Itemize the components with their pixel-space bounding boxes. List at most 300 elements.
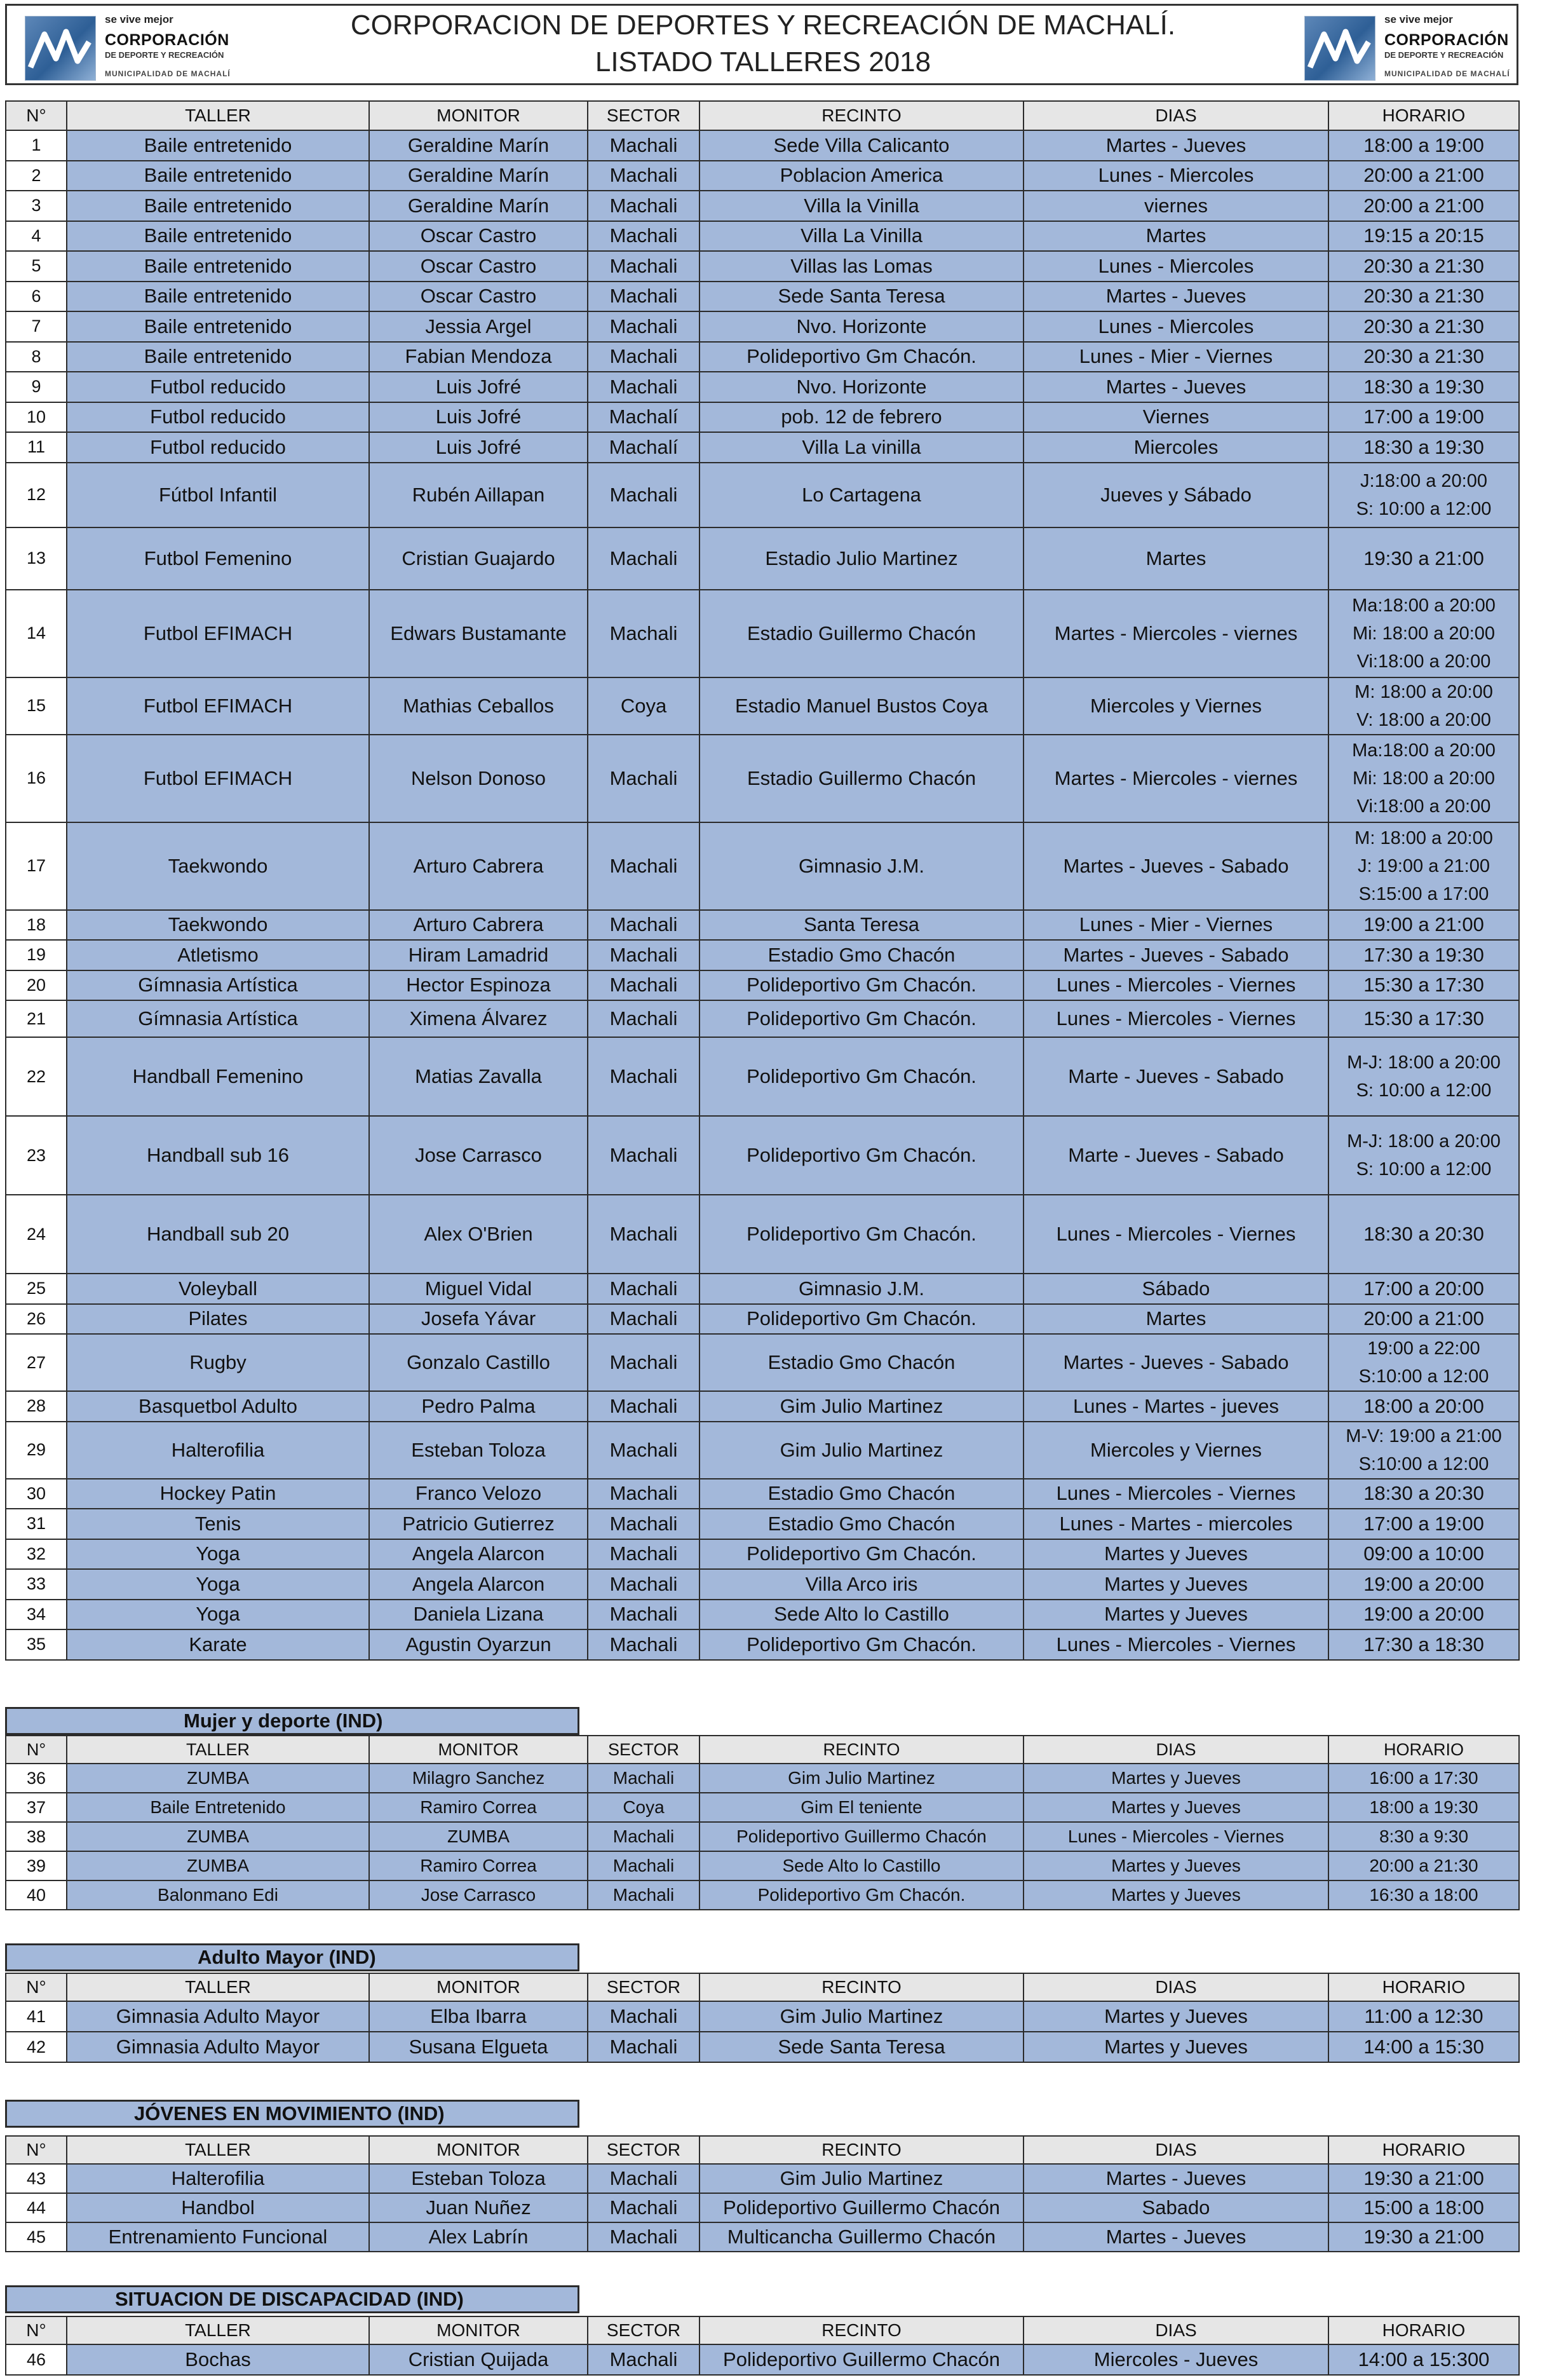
taller-cell: Gímnasia Artística	[67, 1000, 369, 1037]
monitor-cell: Cristian Guajardo	[369, 527, 588, 590]
horario-cell: 14:00 a 15:300	[1328, 2344, 1519, 2375]
column-header-sector: SECTOR	[588, 1973, 699, 2001]
recinto-cell: Villa La Vinilla	[699, 221, 1024, 252]
horario-line: 19:00 a 22:00	[1367, 1338, 1480, 1359]
monitor-cell: Pedro Palma	[369, 1391, 588, 1422]
row-number: 44	[6, 2193, 67, 2222]
dias-cell: Martes y Jueves	[1024, 1569, 1328, 1600]
monitor-cell: Edwars Bustamante	[369, 590, 588, 677]
table-row	[6, 1304, 1519, 1335]
horario-cell: 15:30 a 17:30	[1328, 970, 1519, 1001]
section-title-text: SITUACION DE DISCAPACIDAD (IND)	[115, 2288, 464, 2310]
monitor-cell: Arturo Cabrera	[369, 822, 588, 910]
dias-cell: Viernes	[1024, 402, 1328, 433]
horario-cell	[1328, 1116, 1519, 1195]
table-row	[6, 251, 1519, 282]
monitor-cell: Matias Zavalla	[369, 1037, 588, 1116]
horario-cell: 19:15 a 20:15	[1328, 221, 1519, 252]
column-header-dias: DIAS	[1024, 1736, 1328, 1764]
column-header-horario: HORARIO	[1328, 2136, 1519, 2164]
section-title-text: Adulto Mayor (IND)	[198, 1946, 376, 1968]
taller-cell: Entrenamiento Funcional	[67, 2222, 369, 2252]
section-title	[5, 2285, 579, 2313]
taller-cell: Futbol Femenino	[67, 527, 369, 590]
table-row	[6, 735, 1519, 822]
taller-cell: Halterofilia	[67, 2164, 369, 2193]
logo-tagline: se vive mejor	[1384, 13, 1453, 25]
taller-cell: Tenis	[67, 1509, 369, 1539]
taller-cell: ZUMBA	[67, 1851, 369, 1880]
recinto-cell: Sede Villa Calicanto	[699, 130, 1024, 161]
horario-line: M-J: 18:00 a 20:00	[1347, 1131, 1501, 1152]
row-number: 27	[6, 1334, 67, 1391]
recinto-cell: Polideportivo Gm Chacón.	[699, 1037, 1024, 1116]
monitor-cell: Agustin Oyarzun	[369, 1629, 588, 1660]
horario-cell: 18:30 a 20:30	[1328, 1479, 1519, 1509]
sector-cell: Machali	[588, 282, 699, 312]
monitor-cell: Alex O'Brien	[369, 1195, 588, 1274]
sector-cell: Machali	[588, 463, 699, 527]
table-row	[6, 677, 1519, 735]
monitor-cell: Mathias Ceballos	[369, 677, 588, 735]
horario-line: Vi:18:00 a 20:00	[1356, 796, 1491, 817]
dias-cell: Martes - Jueves - Sabado	[1024, 1334, 1328, 1391]
dias-cell: Jueves y Sábado	[1024, 463, 1328, 527]
column-header-recinto: RECINTO	[699, 2316, 1024, 2344]
horario-line: S:10:00 a 12:00	[1358, 1453, 1489, 1474]
recinto-cell: Multicancha Guillermo Chacón	[699, 2222, 1024, 2252]
table-row	[6, 372, 1519, 402]
column-header-recinto: RECINTO	[699, 101, 1024, 130]
page-subtitle: LISTADO TALLERES 2018	[595, 46, 931, 78]
monitor-cell: Hector Espinoza	[369, 970, 588, 1001]
horario-cell	[1328, 1422, 1519, 1479]
column-header-horario: HORARIO	[1328, 101, 1519, 130]
table-row	[6, 1880, 1519, 1910]
section-table	[5, 1973, 1520, 2063]
row-number: 20	[6, 970, 67, 1001]
recinto-cell: Estadio Gmo Chacón	[699, 1509, 1024, 1539]
monitor-cell: Geraldine Marín	[369, 161, 588, 191]
recinto-cell: Sede Santa Teresa	[699, 282, 1024, 312]
recinto-cell: Estadio Gmo Chacón	[699, 1479, 1024, 1509]
row-number: 25	[6, 1274, 67, 1304]
recinto-cell: Gim Julio Martinez	[699, 2001, 1024, 2032]
sector-cell: Machali	[588, 822, 699, 910]
taller-cell: Handball sub 16	[67, 1116, 369, 1195]
table-row	[6, 432, 1519, 463]
column-header-taller: TALLER	[67, 1736, 369, 1764]
taller-cell: Gimnasia Adulto Mayor	[67, 2001, 369, 2032]
table-row	[6, 590, 1519, 677]
dias-cell: Martes - Jueves	[1024, 130, 1328, 161]
monitor-cell: Oscar Castro	[369, 251, 588, 282]
horario-cell: 19:30 a 21:00	[1328, 2222, 1519, 2252]
dias-cell: Martes y Jueves	[1024, 2001, 1328, 2032]
row-number: 7	[6, 311, 67, 342]
dias-cell: Lunes - Miercoles - Viernes	[1024, 970, 1328, 1001]
row-number: 8	[6, 342, 67, 372]
recinto-cell: Villa La vinilla	[699, 432, 1024, 463]
monitor-cell: Jessia Argel	[369, 311, 588, 342]
row-number: 12	[6, 463, 67, 527]
dias-cell: Martes	[1024, 527, 1328, 590]
taller-cell: Handball Femenino	[67, 1037, 369, 1116]
row-number: 10	[6, 402, 67, 433]
section-title-text: Mujer y deporte (IND)	[184, 1710, 383, 1732]
recinto-cell: Polideportivo Gm Chacón.	[699, 1304, 1024, 1335]
taller-cell: Baile entretenido	[67, 221, 369, 252]
dias-cell: Lunes - Miercoles	[1024, 311, 1328, 342]
recinto-cell: Villa la Vinilla	[699, 191, 1024, 221]
taller-cell: Yoga	[67, 1600, 369, 1630]
sector-cell: Coya	[588, 677, 699, 735]
monitor-cell: Fabian Mendoza	[369, 342, 588, 372]
table-row	[6, 1539, 1519, 1570]
row-number: 3	[6, 191, 67, 221]
horario-line: Vi:18:00 a 20:00	[1356, 651, 1491, 672]
dias-cell: Martes - Miercoles - viernes	[1024, 590, 1328, 677]
recinto-cell: Santa Teresa	[699, 910, 1024, 941]
column-header-taller: TALLER	[67, 2136, 369, 2164]
sector-cell: Machali	[588, 1334, 699, 1391]
taller-cell: Basquetbol Adulto	[67, 1391, 369, 1422]
sector-cell: Machalí	[588, 402, 699, 433]
table-row	[6, 402, 1519, 433]
horario-line: S:15:00 a 17:00	[1358, 883, 1489, 904]
horario-cell: 19:00 a 21:00	[1328, 910, 1519, 941]
dias-cell: Lunes - Miercoles	[1024, 161, 1328, 191]
recinto-cell: Polideportivo Gm Chacón.	[699, 1116, 1024, 1195]
horario-cell: 17:00 a 20:00	[1328, 1274, 1519, 1304]
table-row	[6, 1629, 1519, 1660]
horario-line: J: 19:00 a 21:00	[1358, 855, 1490, 876]
logo-subname: DE DEPORTE Y RECREACIÓN	[105, 50, 224, 60]
corporation-logo-right	[1295, 8, 1537, 82]
section-title	[5, 2100, 579, 2128]
logo-mark-icon	[1304, 16, 1375, 81]
page-title: CORPORACION DE DEPORTES Y RECREACIÓN DE MACHALÍ.	[350, 10, 1176, 41]
sector-cell: Machali	[588, 527, 699, 590]
taller-cell: Gimnasia Adulto Mayor	[67, 2032, 369, 2062]
row-number: 31	[6, 1509, 67, 1539]
column-header-dias: DIAS	[1024, 2136, 1328, 2164]
row-number: 19	[6, 940, 67, 970]
table-row	[6, 2193, 1519, 2222]
taller-cell: Futbol EFIMACH	[67, 735, 369, 822]
dias-cell: Martes y Jueves	[1024, 1793, 1328, 1822]
table-body	[6, 130, 1519, 1660]
monitor-cell: Ramiro Correa	[369, 1851, 588, 1880]
taller-cell: Futbol reducido	[67, 432, 369, 463]
table-row	[6, 282, 1519, 312]
taller-cell: Futbol reducido	[67, 402, 369, 433]
dias-cell: Lunes - Miercoles - Viernes	[1024, 1195, 1328, 1274]
column-header-recinto: RECINTO	[699, 1736, 1024, 1764]
column-header-horario: HORARIO	[1328, 2316, 1519, 2344]
table-header-row	[6, 101, 1519, 130]
recinto-cell: Gimnasio J.M.	[699, 1274, 1024, 1304]
taller-cell: Baile Entretenido	[67, 1793, 369, 1822]
recinto-cell: pob. 12 de febrero	[699, 402, 1024, 433]
sector-cell: Machali	[588, 590, 699, 677]
document-header	[5, 4, 1518, 85]
horario-cell: 16:00 a 17:30	[1328, 1764, 1519, 1793]
table-row	[6, 463, 1519, 527]
monitor-cell: Daniela Lizana	[369, 1600, 588, 1630]
table-row	[6, 161, 1519, 191]
column-header-monitor: MONITOR	[369, 2136, 588, 2164]
horario-cell: 20:00 a 21:30	[1328, 1851, 1519, 1880]
recinto-cell: Sede Alto lo Castillo	[699, 1600, 1024, 1630]
taller-cell: Baile entretenido	[67, 342, 369, 372]
row-number: 16	[6, 735, 67, 822]
taller-cell: Baile entretenido	[67, 161, 369, 191]
horario-line: S: 10:00 a 12:00	[1356, 1080, 1492, 1101]
row-number: 34	[6, 1600, 67, 1630]
section-title	[5, 1943, 579, 1971]
taller-cell: Karate	[67, 1629, 369, 1660]
column-header-taller: TALLER	[67, 2316, 369, 2344]
table-row	[6, 1000, 1519, 1037]
horario-cell: 18:30 a 19:30	[1328, 372, 1519, 402]
horario-cell: 20:30 a 21:30	[1328, 282, 1519, 312]
dias-cell: Martes - Jueves	[1024, 2164, 1328, 2193]
table-row	[6, 1479, 1519, 1509]
taller-cell: Handbol	[67, 2193, 369, 2222]
monitor-cell: Esteban Toloza	[369, 1422, 588, 1479]
row-number: 2	[6, 161, 67, 191]
column-header-horario: HORARIO	[1328, 1736, 1519, 1764]
row-number: 21	[6, 1000, 67, 1037]
column-header-sector: SECTOR	[588, 1736, 699, 1764]
sector-cell: Machali	[588, 735, 699, 822]
recinto-cell: Villas las Lomas	[699, 251, 1024, 282]
horario-line: Ma:18:00 a 20:00	[1352, 740, 1496, 761]
table-row	[6, 1793, 1519, 1822]
row-number: 38	[6, 1822, 67, 1851]
recinto-cell: Gimnasio J.M.	[699, 822, 1024, 910]
horario-line: M-V: 19:00 a 21:00	[1346, 1425, 1502, 1446]
table-row	[6, 2001, 1519, 2032]
column-header-row-number: N°	[6, 101, 67, 130]
table-row	[6, 970, 1519, 1001]
column-header-dias: DIAS	[1024, 101, 1328, 130]
taller-cell: ZUMBA	[67, 1764, 369, 1793]
horario-line: J:18:00 a 20:00	[1360, 470, 1487, 491]
horario-cell: 19:00 a 20:00	[1328, 1600, 1519, 1630]
row-number: 14	[6, 590, 67, 677]
taller-cell: Futbol EFIMACH	[67, 677, 369, 735]
horario-line: Ma:18:00 a 20:00	[1352, 595, 1496, 616]
horario-line: Mi: 18:00 a 20:00	[1352, 623, 1496, 644]
sector-cell: Machali	[588, 970, 699, 1001]
logo-name: CORPORACIÓN	[1384, 31, 1509, 49]
recinto-cell: Gim Julio Martinez	[699, 2164, 1024, 2193]
sector-cell: Machali	[588, 1509, 699, 1539]
horario-cell: 20:00 a 21:00	[1328, 191, 1519, 221]
dias-cell: Martes - Miercoles - viernes	[1024, 735, 1328, 822]
sector-cell: Machali	[588, 1569, 699, 1600]
dias-cell: Lunes - Mier - Viernes	[1024, 342, 1328, 372]
dias-cell: Martes - Jueves - Sabado	[1024, 940, 1328, 970]
recinto-cell: Gim El teniente	[699, 1793, 1024, 1822]
recinto-cell: Estadio Guillermo Chacón	[699, 590, 1024, 677]
recinto-cell: Villa Arco iris	[699, 1569, 1024, 1600]
table-row	[6, 221, 1519, 252]
horario-cell: 20:30 a 21:30	[1328, 342, 1519, 372]
dias-cell: Lunes - Miercoles - Viernes	[1024, 1822, 1328, 1851]
recinto-cell: Polideportivo Gm Chacón.	[699, 1539, 1024, 1570]
column-header-row-number: N°	[6, 1973, 67, 2001]
monitor-cell: ZUMBA	[369, 1822, 588, 1851]
table-row	[6, 1334, 1519, 1391]
sector-cell: Machali	[588, 1391, 699, 1422]
recinto-cell: Polideportivo Gm Chacón.	[699, 1000, 1024, 1037]
column-header-monitor: MONITOR	[369, 1973, 588, 2001]
logo-tagline: se vive mejor	[105, 13, 173, 25]
sector-cell: Machali	[588, 191, 699, 221]
sector-cell: Machali	[588, 221, 699, 252]
row-number: 30	[6, 1479, 67, 1509]
horario-cell	[1328, 463, 1519, 527]
row-number: 11	[6, 432, 67, 463]
table-row	[6, 1851, 1519, 1880]
column-header-sector: SECTOR	[588, 101, 699, 130]
horario-line: M: 18:00 a 20:00	[1355, 681, 1493, 702]
monitor-cell: Jose Carrasco	[369, 1116, 588, 1195]
row-number: 41	[6, 2001, 67, 2032]
taller-cell: Yoga	[67, 1569, 369, 1600]
column-header-row-number: N°	[6, 2136, 67, 2164]
sector-cell: Machali	[588, 2164, 699, 2193]
sector-cell: Machali	[588, 1822, 699, 1851]
horario-cell: 18:30 a 20:30	[1328, 1195, 1519, 1274]
dias-cell: Martes y Jueves	[1024, 1851, 1328, 1880]
table-row	[6, 1274, 1519, 1304]
monitor-cell: Patricio Gutierrez	[369, 1509, 588, 1539]
table-row	[6, 1391, 1519, 1422]
monitor-cell: Milagro Sanchez	[369, 1764, 588, 1793]
recinto-cell: Sede Alto lo Castillo	[699, 1851, 1024, 1880]
sector-cell: Machali	[588, 910, 699, 941]
column-header-dias: DIAS	[1024, 1973, 1328, 2001]
table-row	[6, 2164, 1519, 2193]
dias-cell: Martes - Jueves - Sabado	[1024, 822, 1328, 910]
row-number: 33	[6, 1569, 67, 1600]
horario-cell: 20:00 a 21:00	[1328, 161, 1519, 191]
horario-cell: 15:30 a 17:30	[1328, 1000, 1519, 1037]
row-number: 26	[6, 1304, 67, 1335]
dias-cell: viernes	[1024, 191, 1328, 221]
horario-line: S: 10:00 a 12:00	[1356, 498, 1492, 519]
table-row	[6, 822, 1519, 910]
table-header-row	[6, 1973, 1519, 2001]
horario-line: S: 10:00 a 12:00	[1356, 1159, 1492, 1180]
dias-cell: Martes y Jueves	[1024, 1880, 1328, 1910]
monitor-cell: Luis Jofré	[369, 432, 588, 463]
section-title	[5, 1707, 579, 1735]
horario-cell: 8:30 a 9:30	[1328, 1822, 1519, 1851]
taller-cell: Baile entretenido	[67, 251, 369, 282]
dias-cell: Sabado	[1024, 2193, 1328, 2222]
horario-cell: 15:00 a 18:00	[1328, 2193, 1519, 2222]
recinto-cell: Estadio Gmo Chacón	[699, 1334, 1024, 1391]
monitor-cell: Luis Jofré	[369, 372, 588, 402]
monitor-cell: Rubén Aillapan	[369, 463, 588, 527]
row-number: 32	[6, 1539, 67, 1570]
taller-cell: Voleyball	[67, 1274, 369, 1304]
sector-cell: Machali	[588, 372, 699, 402]
sector-cell: Machali	[588, 1037, 699, 1116]
taller-cell: Atletismo	[67, 940, 369, 970]
table-row	[6, 1569, 1519, 1600]
row-number: 43	[6, 2164, 67, 2193]
column-header-sector: SECTOR	[588, 2136, 699, 2164]
horario-cell: 19:30 a 21:00	[1328, 2164, 1519, 2193]
monitor-cell: Ramiro Correa	[369, 1793, 588, 1822]
table-row	[6, 2344, 1519, 2375]
sector-cell: Machali	[588, 2193, 699, 2222]
column-header-monitor: MONITOR	[369, 101, 588, 130]
dias-cell: Martes	[1024, 1304, 1328, 1335]
taller-cell: Futbol EFIMACH	[67, 590, 369, 677]
row-number: 6	[6, 282, 67, 312]
horario-cell: 17:00 a 19:00	[1328, 402, 1519, 433]
column-header-taller: TALLER	[67, 101, 369, 130]
horario-line: V: 18:00 a 20:00	[1356, 709, 1491, 730]
sector-cell: Machali	[588, 161, 699, 191]
table-row	[6, 1600, 1519, 1630]
horario-cell	[1328, 1037, 1519, 1116]
taller-cell: Balonmano Edi	[67, 1880, 369, 1910]
recinto-cell: Estadio Manuel Bustos Coya	[699, 677, 1024, 735]
row-number: 29	[6, 1422, 67, 1479]
taller-cell: Futbol reducido	[67, 372, 369, 402]
dias-cell: Martes - Jueves	[1024, 372, 1328, 402]
table-header-row	[6, 1736, 1519, 1764]
dias-cell: Lunes - Miercoles - Viernes	[1024, 1479, 1328, 1509]
sector-cell: Machali	[588, 1629, 699, 1660]
dias-cell: Lunes - Miercoles - Viernes	[1024, 1000, 1328, 1037]
sector-cell: Machali	[588, 1764, 699, 1793]
column-header-row-number: N°	[6, 2316, 67, 2344]
horario-cell: 20:30 a 21:30	[1328, 251, 1519, 282]
corporation-logo-left	[16, 8, 257, 82]
taller-cell: Rugby	[67, 1334, 369, 1391]
logo-subname: DE DEPORTE Y RECREACIÓN	[1384, 50, 1504, 60]
horario-cell: 20:30 a 21:30	[1328, 311, 1519, 342]
recinto-cell: Gim Julio Martinez	[699, 1764, 1024, 1793]
taller-cell: Baile entretenido	[67, 130, 369, 161]
table-header-row	[6, 2136, 1519, 2164]
column-header-monitor: MONITOR	[369, 2316, 588, 2344]
dias-cell: Miercoles y Viernes	[1024, 1422, 1328, 1479]
dias-cell: Martes - Jueves	[1024, 2222, 1328, 2252]
horario-cell: 18:00 a 20:00	[1328, 1391, 1519, 1422]
dias-cell: Martes y Jueves	[1024, 1539, 1328, 1570]
table-row	[6, 910, 1519, 941]
table-row	[6, 130, 1519, 161]
taller-cell: Bochas	[67, 2344, 369, 2375]
row-number: 15	[6, 677, 67, 735]
sector-cell: Machali	[588, 1851, 699, 1880]
taller-cell: Yoga	[67, 1539, 369, 1570]
horario-cell	[1328, 822, 1519, 910]
row-number: 23	[6, 1116, 67, 1195]
sector-cell: Machali	[588, 1539, 699, 1570]
monitor-cell: Oscar Castro	[369, 282, 588, 312]
